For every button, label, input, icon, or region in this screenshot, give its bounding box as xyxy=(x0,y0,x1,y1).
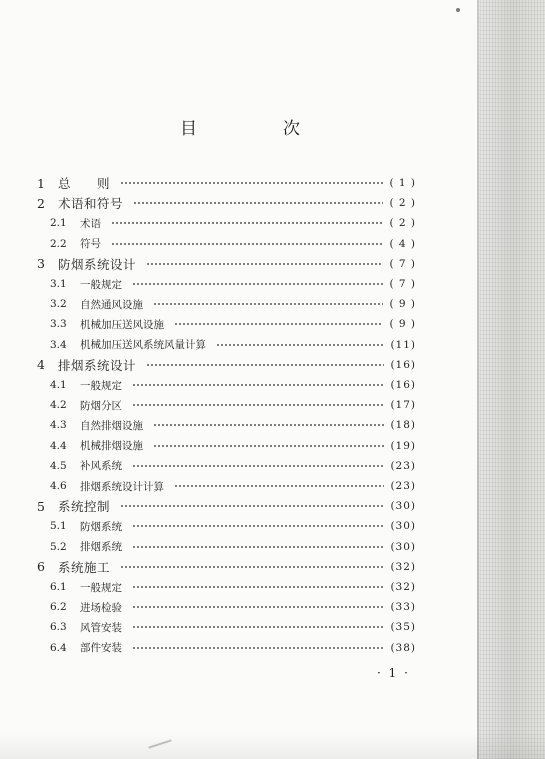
toc-entry-page: (23) xyxy=(390,459,416,472)
toc-chapter-row[interactable] xyxy=(0,173,545,193)
toc-section-row[interactable] xyxy=(0,415,545,435)
toc-leader-dots xyxy=(153,424,384,426)
toc-entry-page: ( 7 ) xyxy=(389,257,416,270)
toc-leader-dots xyxy=(132,546,384,548)
toc-entry-number: 6.1 xyxy=(50,581,67,593)
toc-entry-number: 4.6 xyxy=(50,480,67,492)
toc-entry-number: 4 xyxy=(37,357,45,373)
toc-entry-page: (32) xyxy=(390,560,416,573)
toc-leader-dots xyxy=(132,626,384,628)
toc-entry-page: (35) xyxy=(390,621,416,634)
title-right-char: 次 xyxy=(283,119,300,139)
toc-leader-dots xyxy=(153,445,384,447)
toc-entry-page: ( 7 ) xyxy=(389,278,416,290)
toc-section-row[interactable] xyxy=(0,638,545,658)
toc-entry-number: 6.3 xyxy=(50,621,67,634)
toc-entry-number: 3.1 xyxy=(50,278,67,290)
toc-section-row[interactable] xyxy=(0,213,545,233)
toc-entry-number: 5.2 xyxy=(50,540,67,553)
toc-leader-dots xyxy=(132,525,384,527)
toc-section-row[interactable] xyxy=(0,274,545,294)
toc-section-row[interactable] xyxy=(0,436,545,456)
scan-dot xyxy=(456,8,460,12)
toc-entry-label: 术语 xyxy=(80,217,101,230)
toc-entry-number: 4.4 xyxy=(50,439,67,452)
toc-leader-dots xyxy=(153,303,383,305)
toc-entry-page: (16) xyxy=(390,358,416,371)
toc-leader-dots xyxy=(111,243,383,245)
toc-section-row[interactable] xyxy=(0,537,545,557)
toc-entry-label: 防烟系统设计 xyxy=(58,256,137,272)
toc-leader-dots xyxy=(174,323,383,325)
toc-entry-page: ( 1 ) xyxy=(389,177,416,189)
toc-entry-number: 3 xyxy=(37,256,45,272)
toc-entry-label: 自然通风设施 xyxy=(80,298,143,311)
page-number: · 1 · xyxy=(377,666,410,680)
toc-entry-page: (19) xyxy=(390,439,416,452)
toc-entry-page: (18) xyxy=(390,419,416,432)
toc-entry-page: ( 9 ) xyxy=(389,298,416,311)
toc-entry-page: (23) xyxy=(390,480,416,492)
toc-entry-number: 4.1 xyxy=(50,379,67,391)
toc-entry-number: 4.3 xyxy=(50,419,67,432)
toc-entry-page: ( 2 ) xyxy=(389,197,416,210)
toc-entry-label: 进场检验 xyxy=(80,601,122,614)
toc-entry-number: 2.2 xyxy=(50,237,67,250)
toc-entry-page: (33) xyxy=(390,601,416,614)
toc-entry-label: 一般规定 xyxy=(80,581,122,594)
toc-entry-page: ( 9 ) xyxy=(389,318,416,331)
toc-entry-page: (17) xyxy=(390,399,416,412)
toc-leader-dots xyxy=(120,566,384,568)
toc-leader-dots xyxy=(132,586,384,588)
toc-entry-page: (30) xyxy=(390,520,416,533)
toc-chapter-row[interactable] xyxy=(0,557,545,577)
toc-entry-label: 部件安装 xyxy=(80,642,122,655)
toc-entry-number: 3.4 xyxy=(50,338,67,351)
toc-leader-dots xyxy=(120,182,383,184)
toc-entry-page: (16) xyxy=(390,379,416,391)
toc-leader-dots xyxy=(132,404,384,406)
toc-entry-number: 5.1 xyxy=(50,520,67,533)
toc-entry-page: (30) xyxy=(390,540,416,553)
toc-entry-label: 排烟系统 xyxy=(80,541,122,554)
toc-section-row[interactable] xyxy=(0,234,545,254)
toc-leader-dots xyxy=(216,344,384,346)
toc-entry-label: 排烟系统设计 xyxy=(58,357,137,373)
toc-entry-label: 机械加压送风设施 xyxy=(80,318,164,331)
toc-section-row[interactable] xyxy=(0,375,545,395)
toc-leader-dots xyxy=(174,485,384,487)
toc-chapter-row[interactable] xyxy=(0,193,545,213)
toc-entry-number: 3.2 xyxy=(50,298,67,311)
toc-section-row[interactable] xyxy=(0,617,545,637)
toc-entry-page: ( 4 ) xyxy=(389,237,416,250)
toc-section-row[interactable] xyxy=(0,314,545,334)
toc-section-row[interactable] xyxy=(0,577,545,597)
toc-entry-label: 总 则 xyxy=(58,176,111,191)
toc-entry-label: 机械排烟设施 xyxy=(80,440,143,453)
toc-leader-dots xyxy=(132,606,384,608)
toc-entry-label: 一般规定 xyxy=(80,278,122,291)
toc-section-row[interactable] xyxy=(0,335,545,355)
toc-entry-number: 6 xyxy=(37,559,45,575)
toc-entry-page: (38) xyxy=(390,641,416,654)
toc-entry-number: 2.1 xyxy=(50,217,67,230)
toc-chapter-row[interactable] xyxy=(0,355,545,375)
toc-entry-number: 2 xyxy=(37,195,45,211)
toc-entry-label: 系统施工 xyxy=(58,559,111,575)
toc-section-row[interactable] xyxy=(0,395,545,415)
toc-section-row[interactable] xyxy=(0,597,545,617)
toc-chapter-row[interactable] xyxy=(0,254,545,274)
toc-entry-page: ( 2 ) xyxy=(389,217,416,230)
toc-entry-page: (11) xyxy=(390,338,416,351)
toc-entry-label: 系统控制 xyxy=(58,499,111,515)
toc-entry-label: 防烟系统 xyxy=(80,520,122,533)
toc-leader-dots xyxy=(132,283,383,285)
toc-entry-label: 机械加压送风系统风量计算 xyxy=(80,339,206,352)
toc-entry-label: 一般规定 xyxy=(80,379,122,392)
title-left-char: 目 xyxy=(180,119,197,139)
toc-entry-label: 排烟系统设计计算 xyxy=(80,480,164,493)
toc-entry-number: 5 xyxy=(37,498,45,514)
toc-entry-label: 补风系统 xyxy=(80,460,122,473)
toc-entry-page: (32) xyxy=(390,581,416,593)
toc-leader-dots xyxy=(120,505,384,507)
toc-entry-number: 3.3 xyxy=(50,318,67,331)
toc-leader-dots xyxy=(133,202,383,204)
toc-leader-dots xyxy=(146,263,383,265)
toc-entry-number: 6.2 xyxy=(50,601,67,614)
toc-leader-dots xyxy=(132,647,384,649)
page-title xyxy=(180,114,300,139)
toc-entry-label: 防烟分区 xyxy=(80,399,122,412)
scan-shadow xyxy=(0,733,545,759)
toc-section-row[interactable] xyxy=(0,516,545,536)
toc-leader-dots xyxy=(146,364,384,366)
toc-entry-label: 术语和符号 xyxy=(58,196,124,212)
toc-leader-dots xyxy=(111,222,383,224)
toc-section-row[interactable] xyxy=(0,294,545,314)
toc-entry-number: 4.5 xyxy=(50,459,67,472)
toc-entry-label: 符号 xyxy=(80,238,101,251)
toc-section-row[interactable] xyxy=(0,476,545,496)
toc-entry-label: 自然排烟设施 xyxy=(80,419,143,432)
toc-chapter-row[interactable] xyxy=(0,496,545,516)
toc-section-row[interactable] xyxy=(0,456,545,476)
toc-entry-number: 6.4 xyxy=(50,641,67,654)
toc-entry-label: 风管安装 xyxy=(80,621,122,634)
toc-leader-dots xyxy=(132,384,384,386)
toc-leader-dots xyxy=(132,465,384,467)
toc-entry-page: (30) xyxy=(390,500,416,513)
toc-entry-number: 1 xyxy=(37,175,45,191)
toc-entry-number: 4.2 xyxy=(50,399,67,412)
